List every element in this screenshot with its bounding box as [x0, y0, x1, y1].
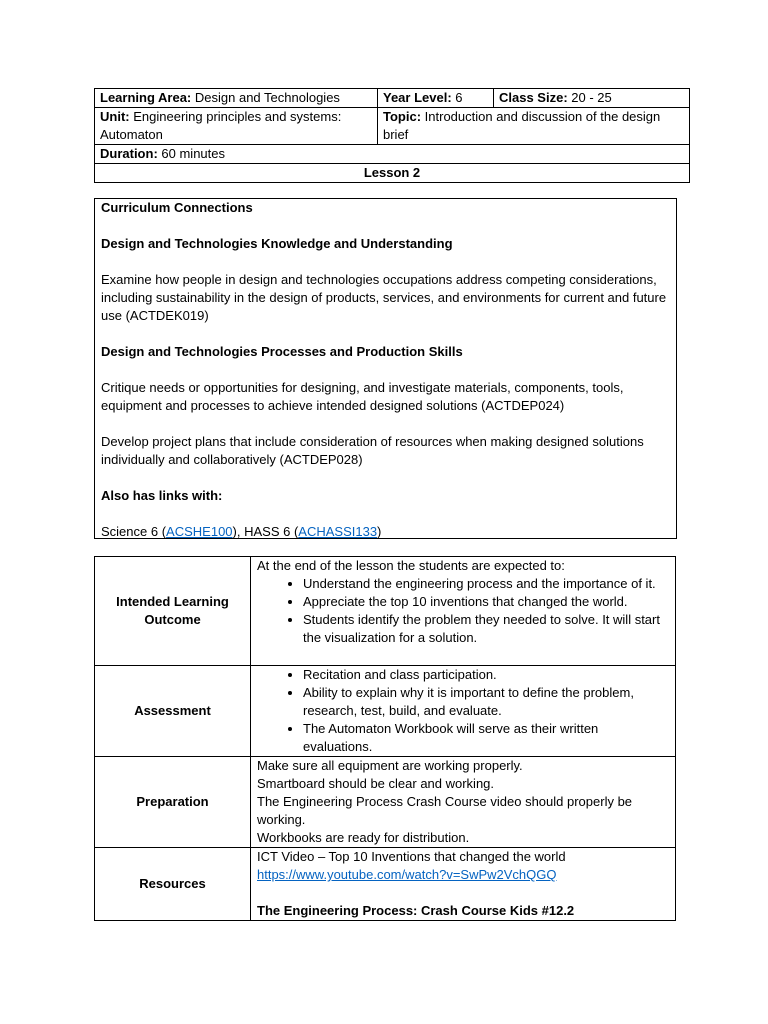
duration-cell	[95, 145, 690, 164]
unit-value: Engineering principles and systems: Automaton	[100, 109, 342, 142]
resources-crash-course: The Engineering Process: Crash Course Kids #12.2	[257, 903, 575, 918]
resources-content	[251, 848, 676, 921]
preparation-label	[95, 757, 251, 848]
hass-code-link[interactable]: ACHASSI133	[298, 524, 378, 539]
outcome-item: • Understand the engineering process and the importance of it.	[303, 575, 669, 593]
topic-cell	[378, 108, 690, 145]
resources-video-link[interactable]: https://www.youtube.com/watch?v=SwPw2VchQGQ	[257, 867, 557, 882]
processes-text-2: Develop project plans that include consideration of resources when making designed solutions individually and collaboratively (ACTDEP028)	[101, 434, 644, 467]
resources-label	[95, 848, 251, 921]
year-level-cell	[378, 89, 494, 108]
lesson-plan-table	[94, 556, 676, 921]
resources-video-title: ICT Video – Top 10 Inventions that changed the world	[257, 849, 566, 864]
preparation-label-text: Preparation	[136, 794, 209, 809]
outcome-intro: At the end of the lesson the students are expected to:	[257, 558, 565, 573]
learning-area-cell	[95, 89, 378, 108]
processes-text-1: Critique needs or opportunities for designing, and investigate materials, components, tools, equipment and processes to achieve intended designed solutions (ACTDEP024)	[101, 380, 624, 413]
curriculum-title: Curriculum Connections	[101, 200, 253, 215]
assessment-label	[95, 666, 251, 757]
assessment-item: • Ability to explain why it is important to define the problem, research, test, build, and evaluate.	[303, 684, 669, 720]
links-line	[101, 523, 670, 541]
links-middle: ), HASS 6 (	[232, 524, 299, 539]
preparation-line: Workbooks are ready for distribution.	[257, 830, 470, 845]
class-size-cell	[494, 89, 690, 108]
topic-value: Introduction and discussion of the design brief	[383, 109, 661, 142]
intended-outcome-label	[95, 557, 251, 666]
preparation-line: Make sure all equipment are working properly.	[257, 758, 523, 773]
science-prefix: Science 6 (	[101, 524, 167, 539]
intended-outcome-label-text: Intended Learning Outcome	[116, 594, 229, 627]
resources-label-text: Resources	[139, 876, 206, 891]
preparation-line: Smartboard should be clear and working.	[257, 776, 495, 791]
duration-value: 60 minutes	[161, 146, 225, 161]
class-size-label: Class Size:	[499, 90, 568, 105]
preparation-content	[251, 757, 676, 848]
lesson-number-cell	[95, 164, 690, 183]
science-code-link[interactable]: ACSHE100	[166, 524, 233, 539]
lesson-header-table	[94, 88, 690, 183]
assessment-content	[251, 666, 676, 757]
outcome-list	[257, 575, 669, 647]
year-level-value: 6	[455, 90, 463, 105]
assessment-list	[257, 666, 669, 756]
links-heading: Also has links with:	[101, 488, 223, 503]
learning-area-label: Learning Area:	[100, 90, 192, 105]
assessment-label-text: Assessment	[134, 703, 211, 718]
knowledge-heading: Design and Technologies Knowledge and Understanding	[101, 236, 453, 251]
learning-area-value: Design and Technologies	[194, 90, 340, 105]
assessment-item: • Recitation and class participation.	[303, 666, 669, 684]
class-size-value: 20 - 25	[571, 90, 612, 105]
topic-label: Topic:	[383, 109, 422, 124]
knowledge-text: Examine how people in design and technologies occupations address competing considerations, including sustainability in the design of products, services, and environments for current and future use (ACTDEK019)	[101, 272, 667, 323]
preparation-line: The Engineering Process Crash Course video should properly be working.	[257, 794, 633, 827]
intended-outcome-content	[251, 557, 676, 666]
outcome-item: • Appreciate the top 10 inventions that changed the world.	[303, 593, 669, 611]
unit-label: Unit:	[100, 109, 130, 124]
links-closing: )	[377, 524, 382, 539]
year-level-label: Year Level:	[383, 90, 452, 105]
outcome-item: • Students identify the problem they needed to solve. It will start the visualization for a solution.	[303, 611, 669, 647]
processes-heading: Design and Technologies Processes and Production Skills	[101, 344, 463, 359]
unit-cell	[95, 108, 378, 145]
curriculum-connections-box	[94, 198, 677, 539]
assessment-item: • The Automaton Workbook will serve as their written evaluations.	[303, 720, 669, 756]
duration-label: Duration:	[100, 146, 158, 161]
lesson-number: Lesson 2	[363, 165, 421, 180]
resources-spacer	[257, 884, 669, 902]
